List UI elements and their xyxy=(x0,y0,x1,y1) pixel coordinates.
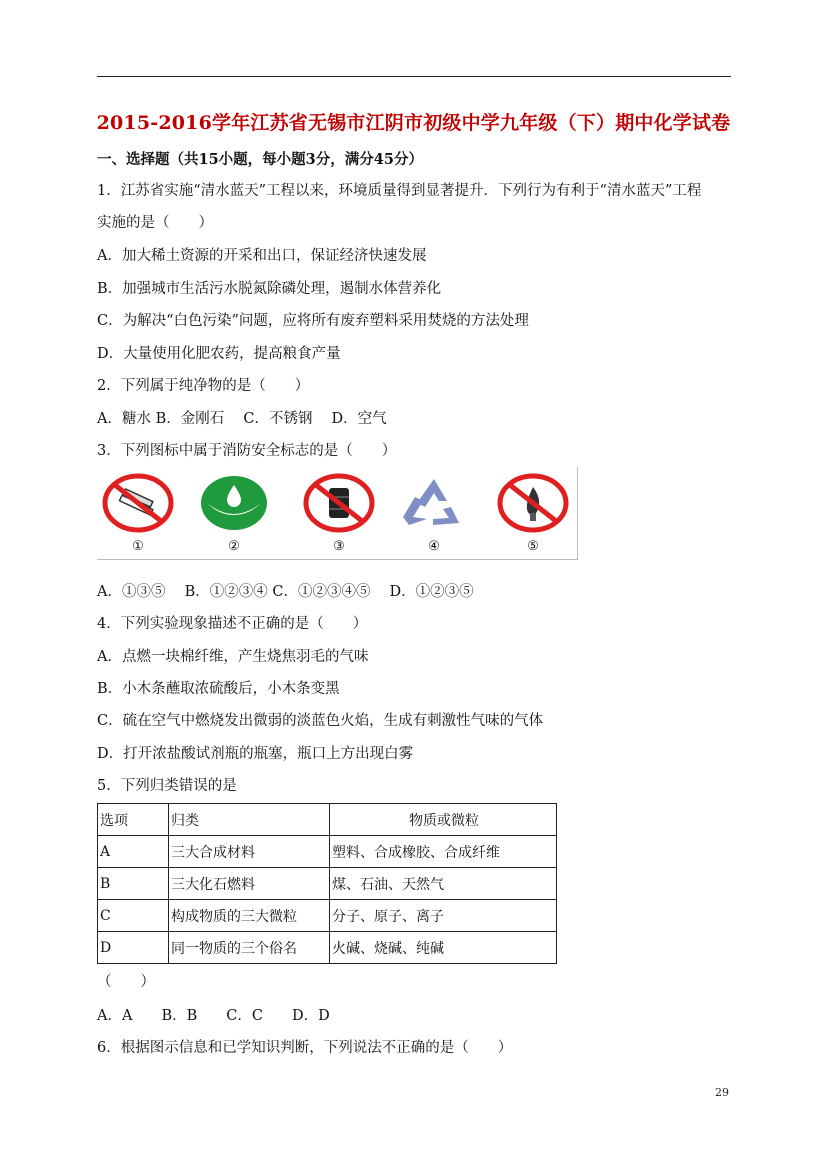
no-fire-icon xyxy=(496,473,570,533)
q5-options: A．A B．B C．C D．D xyxy=(97,1008,330,1024)
table-header-cell: 物质或微粒 xyxy=(330,804,557,836)
table-header-row xyxy=(98,804,557,836)
table-cell: D xyxy=(98,932,169,964)
header-rule xyxy=(97,76,731,77)
q4-option-c: C．硫在空气中燃烧发出微弱的淡蓝色火焰，生成有刺激性气味的气体 xyxy=(97,713,544,729)
table-header-cell: 归类 xyxy=(169,804,330,836)
section-heading: 一、选择题（共15小题，每小题3分，满分45分） xyxy=(97,151,423,168)
q4-option-d: D．打开浓盐酸试剂瓶的瓶塞，瓶口上方出现白雾 xyxy=(97,746,414,762)
q1-option-b: B．加强城市生活污水脱氮除磷处理，遏制水体营养化 xyxy=(97,281,442,297)
table-cell: B xyxy=(98,868,169,900)
sign-label-5: ⑤ xyxy=(527,539,539,554)
safety-signs-figure xyxy=(97,467,578,560)
q2-stem: 2．下列属于纯净物的是（ ） xyxy=(97,378,310,394)
table-cell: 构成物质的三大微粒 xyxy=(169,900,330,932)
sign-label-3: ③ xyxy=(333,539,345,554)
q4-option-b: B．小木条蘸取浓硫酸后，小木条变黑 xyxy=(97,681,340,697)
no-smoking-icon xyxy=(101,473,175,533)
table-row xyxy=(98,900,557,932)
q6-stem: 6．根据图示信息和已学知识判断，下列说法不正确的是（ ） xyxy=(97,1040,513,1056)
table-row xyxy=(98,932,557,964)
q3-options: A．①③⑤ B．①②③④ C．①②③④⑤ D．①②③⑤ xyxy=(97,584,474,600)
page-title: 2015-2016学年江苏省无锡市江阴市初级中学九年级（下）期中化学试卷 xyxy=(96,112,731,134)
q1-stem-line2: 实施的是（ ） xyxy=(97,215,213,231)
q1-option-d: D．大量使用化肥农药，提高粮食产量 xyxy=(97,346,341,362)
table-cell: 塑料、合成橡胶、合成纤维 xyxy=(330,836,557,868)
table-cell: 煤、石油、天然气 xyxy=(330,868,557,900)
q4-option-a: A．点燃一块棉纤维，产生烧焦羽毛的气味 xyxy=(97,649,369,665)
q1-option-c: C．为解决“白色污染”问题，应将所有废弃塑料采用焚烧的方法处理 xyxy=(97,313,529,329)
no-explosives-icon xyxy=(302,473,376,533)
water-saving-icon xyxy=(197,473,271,533)
q1-stem-line1: 1．江苏省实施“清水蓝天”工程以来，环境质量得到显著提升．下列行为有利于“清水蓝天”工程 xyxy=(97,183,702,199)
sign-label-4: ④ xyxy=(428,539,440,554)
page-number: 29 xyxy=(715,1086,729,1099)
sign-label-2: ② xyxy=(228,539,240,554)
table-cell: 三大化石燃料 xyxy=(169,868,330,900)
q2-options: A．糖水 B．金刚石 C．不锈钢 D．空气 xyxy=(97,411,387,427)
q5-stem: 5．下列归类错误的是 xyxy=(97,778,237,794)
table-row xyxy=(98,836,557,868)
table-cell: C xyxy=(98,900,169,932)
table-cell: 三大合成材料 xyxy=(169,836,330,868)
table-cell: 分子、原子、离子 xyxy=(330,900,557,932)
classification-table xyxy=(97,803,557,964)
sign-label-1: ① xyxy=(132,539,144,554)
recycle-icon xyxy=(397,473,471,533)
q5-answer-paren: （ ） xyxy=(97,974,155,990)
table-cell: 同一物质的三个俗名 xyxy=(169,932,330,964)
q4-stem: 4．下列实验现象描述不正确的是（ ） xyxy=(97,616,368,632)
table-cell: A xyxy=(98,836,169,868)
table-row xyxy=(98,868,557,900)
table-header-cell: 选项 xyxy=(98,804,169,836)
q1-option-a: A．加大稀土资源的开采和出口，保证经济快速发展 xyxy=(97,248,427,264)
q3-stem: 3．下列图标中属于消防安全标志的是（ ） xyxy=(97,443,397,459)
table-cell: 火碱、烧碱、纯碱 xyxy=(330,932,557,964)
